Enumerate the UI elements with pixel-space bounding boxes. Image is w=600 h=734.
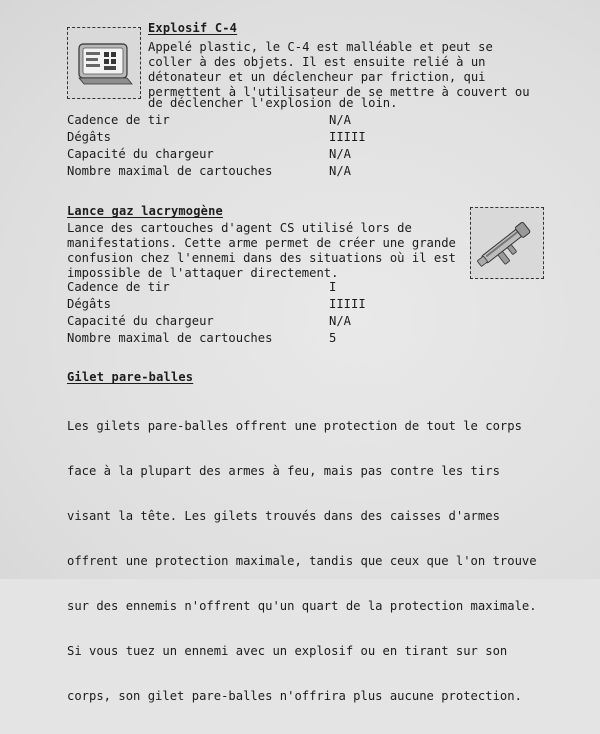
stat-row xyxy=(67,279,366,296)
stat-row xyxy=(67,330,366,347)
c4-description-last xyxy=(67,96,547,111)
stat-row xyxy=(67,112,366,129)
stat-label: Capacité du chargeur xyxy=(67,147,214,161)
stat-label: Capacité du chargeur xyxy=(67,314,214,328)
c4-description-line: détonateur et un déclencheur par friction, qui xyxy=(148,70,486,84)
tear-gas-description-line: Lance des cartouches d'agent CS utilisé lors de xyxy=(67,221,412,235)
stat-label: Dégâts xyxy=(67,297,112,311)
stat-value: I xyxy=(329,280,337,294)
stat-label: Cadence de tir xyxy=(67,113,170,127)
c4-description xyxy=(148,40,545,100)
stat-label: Cadence de tir xyxy=(67,280,170,294)
c4-icon-frame xyxy=(67,27,141,99)
stat-label: Nombre maximal de cartouches xyxy=(67,164,273,178)
c4-description-line: permettent à l'utilisateur de se mettre à couvert ou xyxy=(148,85,530,99)
tear-gas-description-line: manifestations. Cette arme permet de créer une grande xyxy=(67,236,456,250)
tear-gas-description-line: confusion chez l'ennemi dans des situations où il est xyxy=(67,251,456,265)
stat-value: IIIII xyxy=(329,130,366,144)
c4-explosive-icon xyxy=(68,28,140,98)
stat-label: Nombre maximal de cartouches xyxy=(67,331,273,345)
stat-value: N/A xyxy=(329,113,352,127)
stat-value: N/A xyxy=(329,314,352,328)
stat-value: IIIII xyxy=(329,297,366,311)
section-title-vest: Gilet pare-balles xyxy=(67,370,194,384)
stat-value: N/A xyxy=(329,147,352,161)
stat-row xyxy=(67,146,366,163)
vest-description-line: sur des ennemis n'offrent qu'un quart de la protection maximale. xyxy=(67,599,537,613)
c4-description-line: Appelé plastic, le C-4 est malléable et peut se xyxy=(148,40,493,54)
stat-value: 5 xyxy=(329,331,337,345)
c4-description-line: coller à des objets. Il est ensuite relié à un xyxy=(148,55,486,69)
stat-label: Dégâts xyxy=(67,130,112,144)
section-title-c4: Explosif C-4 xyxy=(148,21,238,35)
tear-gas-launcher-icon xyxy=(471,208,543,278)
vest-description-line: visant la tête. Les gilets trouvés dans des caisses d'armes xyxy=(67,509,500,523)
stat-row xyxy=(67,313,366,330)
vest-description-line: face à la plupart des armes à feu, mais pas contre les tirs xyxy=(67,464,500,478)
section-title-tear-gas: Lance gaz lacrymogène xyxy=(67,204,223,218)
tear-gas-description-line: impossible de l'attaquer directement. xyxy=(67,266,339,280)
vest-description-line: Les gilets pare-balles offrent une protection de tout le corps xyxy=(67,419,522,433)
tear-gas-stats-table xyxy=(67,279,366,347)
c4-description-line: de déclencher l'explosion de loin. xyxy=(148,96,398,110)
tear-gas-description xyxy=(67,221,464,281)
stat-value: N/A xyxy=(329,164,352,178)
c4-stats-table xyxy=(67,112,366,180)
vest-description xyxy=(67,389,545,734)
vest-description-line: Si vous tuez un ennemi avec un explosif ou en tirant sur son xyxy=(67,644,508,658)
vest-description-line: corps, son gilet pare-balles n'offrira plus aucune protection. xyxy=(67,689,522,703)
stat-row xyxy=(67,163,366,180)
stat-row xyxy=(67,129,366,146)
stat-row xyxy=(67,296,366,313)
vest-description-line: offrent une protection maximale, tandis que ceux que l'on trouve xyxy=(67,554,537,568)
tear-gas-icon-frame xyxy=(470,207,544,279)
